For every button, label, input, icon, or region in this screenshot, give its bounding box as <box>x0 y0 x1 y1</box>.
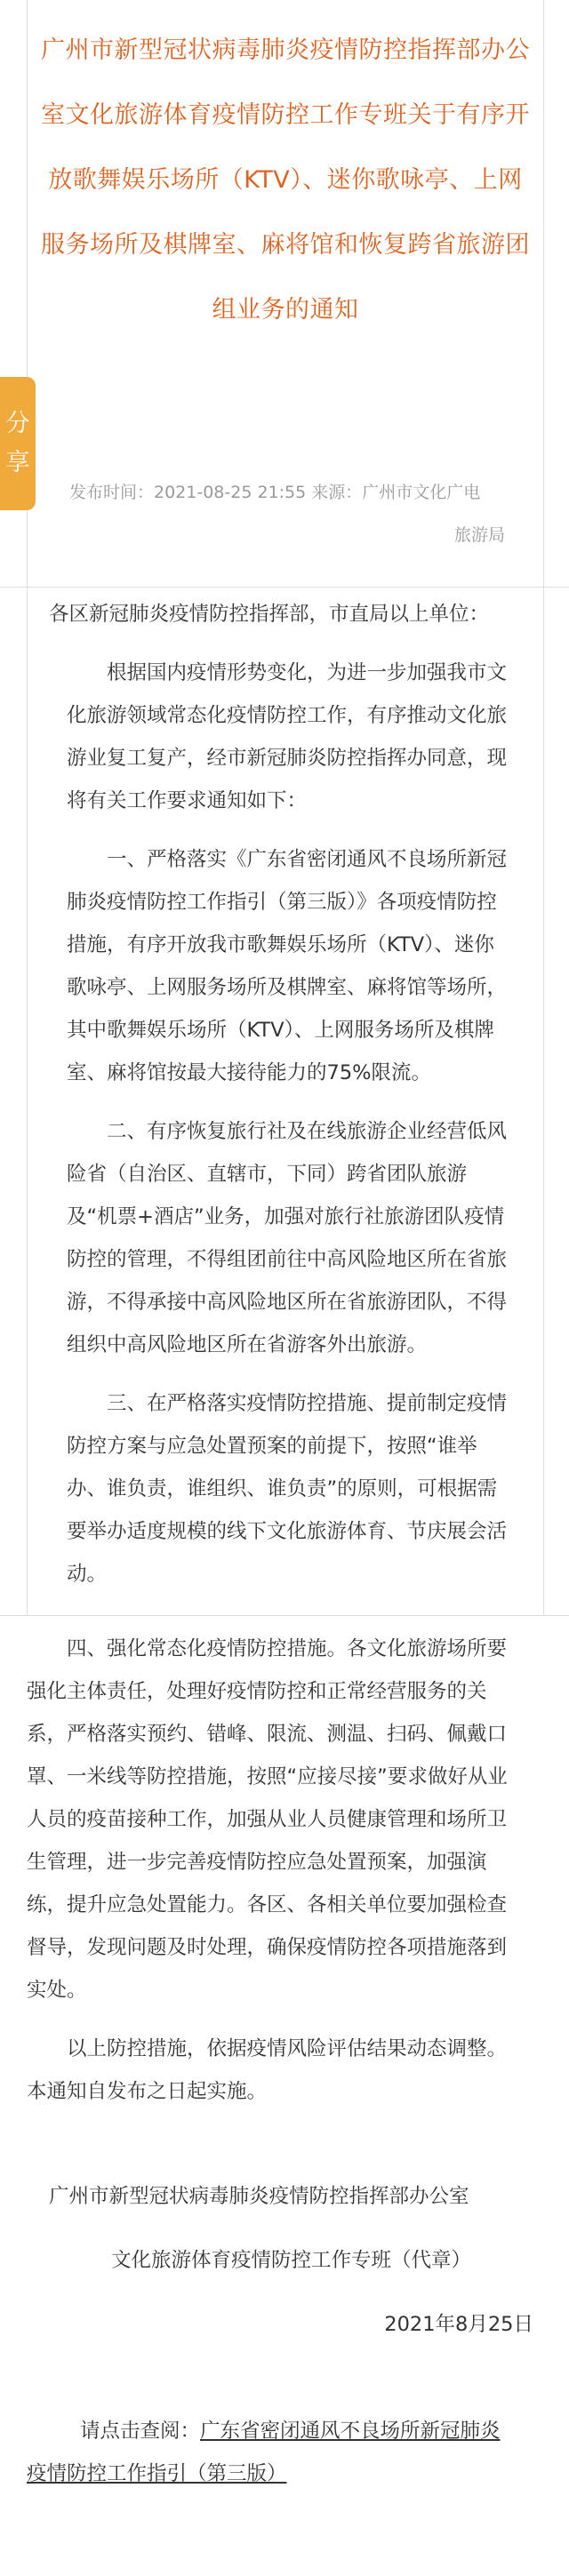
article-title: 广州市新型冠状病毒肺炎疫情防控指挥部办公室文化旅游体育疫情防控工作专班关于有序开放歌舞娱乐场所（KTV）、迷你歌咏亭、上网服务场所及棋牌室、麻将馆和恢复跨省旅游团组业务的通知 <box>41 36 530 324</box>
intro-paragraph: 根据国内疫情形势变化，为进一步加强我市文化旅游领域常态化疫情防控工作，有序推动文化旅游业复工复产，经市新冠肺炎防控指挥办同意，现将有关工作要求通知如下： <box>67 661 508 812</box>
signature-date: 2021年8月25日 <box>384 2313 533 2336</box>
item-4-paragraph: 四、强化常态化疫情防控措施。各文化旅游场所要强化主体责任，处理好疫情防控和正常经营服务的关系，严格落实预约、错峰、限流、测温、扫码、佩戴口罩、一米线等防控措施，按照“应接尽接”要求做好从业人员的疫苗接种工作，加强从业人员健康管理和场所卫生管理，进一步完善疫情防控应急处置预案，加强演练，提升应急处置能力。各区、各相关单位要加强检查督导，发现问题及时处理，确保疫情防控各项措施落到实处。 <box>27 1637 508 2002</box>
reference-prefix: 请点击查阅： <box>80 2420 201 2443</box>
item-1-paragraph: 一、严格落实《广东省密闭通风不良场所新冠肺炎疫情防控工作指引（第三版）》各项疫情防控措施，有序开放我市歌舞娱乐场所（KTV）、迷你歌咏亭、上网服务场所及棋牌室、麻将馆等场所，其中歌舞娱乐场所（KTV）、上网服务场所及棋牌室、麻将馆按最大接待能力的75%限流。 <box>67 848 508 1084</box>
source-continued: 旅游局 <box>453 525 505 545</box>
share-label-bottom: 享 <box>5 449 30 476</box>
reference-link[interactable]: 广东省密闭通风不良场所新冠肺炎疫情防控工作指引（第三版） <box>27 2420 501 2485</box>
closing-paragraph: 以上防控措施，依据疫情风险评估结果动态调整。本通知自发布之日起实施。 <box>27 2037 508 2103</box>
article-meta <box>69 471 514 556</box>
reference-line <box>27 2410 511 2495</box>
signature-org-line-1: 广州市新型冠状病毒肺炎疫情防控指挥部办公室 <box>49 2185 469 2208</box>
publish-info: 发布时间：2021-08-25 21:55 来源：广州市文化广电 <box>69 483 481 502</box>
item-2-paragraph: 二、有序恢复旅行社及在线旅游企业经营低风险省（自治区、直辖市，下同）跨省团队旅游及“机票+酒店”业务，加强对旅行社旅游团队疫情防控的管理，不得组团前往中高风险地区所在省旅游，不得承接中高风险地区所在省旅游团队，不得组织中高风险地区所在省游客外出旅游。 <box>67 1120 508 1356</box>
share-label-top: 分 <box>5 410 30 437</box>
salutation: 各区新冠肺炎疫情防控指挥部，市直局以上单位： <box>49 603 490 626</box>
share-button[interactable] <box>0 377 36 510</box>
signature-org-line-2: 文化旅游体育疫情防控工作专班（代章） <box>111 2249 472 2272</box>
section-divider <box>0 1615 569 1616</box>
item-3-paragraph: 三、在严格落实疫情防控措施、提前制定疫情防控方案与应急处置预案的前提下，按照“谁举办、谁负责，谁组织、谁负责”的原则，可根据需要举办适度规模的线下文化旅游体育、节庆展会活动。 <box>67 1392 508 1586</box>
